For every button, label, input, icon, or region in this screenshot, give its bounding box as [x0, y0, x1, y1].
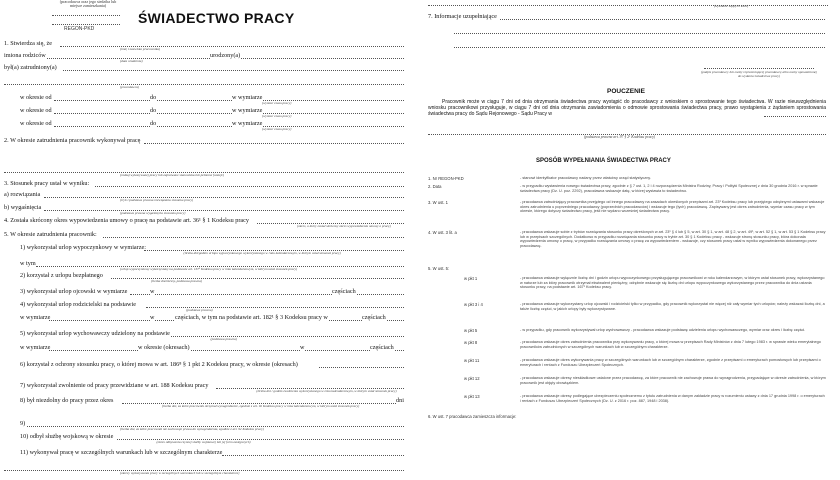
- field-caption: (liczba dni, za które pracownik otrzymał wynagrodzenie, zgodnie z art. 92 Kodeksu pracy w roku kalendarzowym, w którym ustał stosunek pracy): [161, 404, 360, 408]
- field-label: 3) wykorzystał urlop ojcowski w wymiarze: [20, 288, 128, 295]
- field-inline-label: częściach: [332, 288, 356, 295]
- court-line[interactable]: [764, 116, 826, 117]
- field-caption: (data urodzenia): [120, 59, 143, 63]
- field-caption: (liczba dni/godzin urlopu wypoczynkowego wykorzystanego w roku kalendarzowym, w którym ustał stosunek pracy): [183, 251, 341, 255]
- item7-label: 7. Informacje uzupełniające: [428, 13, 497, 20]
- field-caption: (urlop wypoczynkowy wykorzystany na podstawie art. 167¹ Kodeksu pracy w roku kalendarzowym, w którym ustał stosunek pracy): [120, 267, 298, 271]
- fill-line[interactable]: [4, 84, 404, 85]
- field-label: 1. Stwierdza się, że: [4, 40, 52, 47]
- field-caption: (wymiar czasu pracy): [262, 101, 292, 105]
- certificate-front-page: [0, 0, 415, 480]
- field-label: w wymiarze: [20, 314, 51, 321]
- field-label: imiona rodziców: [4, 52, 46, 59]
- fill-line[interactable]: [319, 367, 404, 368]
- field-label: w tym: [20, 260, 36, 267]
- fill-line[interactable]: [144, 143, 404, 144]
- field-label: 9): [20, 420, 26, 427]
- fill-line[interactable]: [171, 336, 405, 337]
- field-inline-label: do: [150, 107, 157, 114]
- signature-line[interactable]: [704, 68, 814, 69]
- guide-key: 6. W ust. 7 pracodawca zamieszcza informacje:: [428, 414, 517, 419]
- fill-line[interactable]: [54, 126, 404, 127]
- field-label: 2. W okresie zatrudnienia pracownik wykonywał pracę: [4, 137, 141, 144]
- guide-key: w pkt 11: [464, 358, 480, 363]
- field-caption: (liczba dni/okresy, podstawa prawna): [151, 279, 203, 283]
- guide-text: - pracodawca wskazuje wyłącznie liczbę dni i godzin urlopu wypoczynkowego przysługującego pracownikowi w roku kalendarzowym, w którym ustał stosunek pracy, wykorzystanego w naturze lub za który pracownik otrzymał ekwiwalent pieniężny; odrębnie wskazuje się liczbę dni urlopu wypoczynkowego wykorzystanego przez pracownika do dnia ustania stosunku pracy, na podstawie art. 167¹ Kodeksu pracy.: [520, 276, 825, 290]
- guide-text: - pracodawca wskazuje okres wykonywania pracy w szczególnych warunkach lub w szczególnym charakterze, zgodnie z przepisami o emeryturach pomostowych lub przepisami o emeryturach i rentach z Funduszu Ubezpieczeń Społecznych.: [520, 358, 821, 367]
- item7-line-1: [500, 19, 825, 20]
- pouczenie-text: Pracownik może w ciągu 7 dni od dnia otrzymania świadectwa pracy wystąpić do pracodawcy z wnioskiem o sprostowanie tego świadectwa. W razie nieuwzględnienia wniosku pracownikowi przysługuje, w ciągu 7 dni od dnia otrzymania zawiadomienia o odmowie sprostowania świadectwa pracy, prawo wystąpienia z żądaniem sprostowania świadectwa pracy do Sądu Rejonowego - Sądu Pracy w: [428, 99, 826, 117]
- guide-key: 2. Data: [428, 184, 442, 189]
- guide-key: 1. Nr REGON-PKD: [428, 176, 464, 181]
- fill-line[interactable]: [63, 70, 404, 71]
- guide-text: - pracodawca wskazuje wykorzystany urlop ojcowski i rodzicielski tylko w przypadku, gdy pracownik wykorzystał nie więcej niż cały wymiar tych urlopów; należy wskazać liczbę dni, a także liczbę części, w jakich urlopy były wykorzystywane.: [520, 302, 825, 311]
- guide-key: w pkt 3 i 4: [464, 302, 483, 307]
- fill-line[interactable]: [95, 186, 404, 187]
- signature-caption: (podpis pracodawcy lub osoby reprezentującej pracodawcę albo osoby upoważnionej do wydania świadectwa pracy): [701, 70, 817, 78]
- guide-text: - pracodawca wskazuje sobie z trybów rozwiązania stosunku pracy określonych w art. 23¹ § 4 lub § 5, w art. 30 § 1, w art. 48 § 2, w art. 49¹, w art. 52 § 1, w art. 53 § 1 Kodeksu pracy lub w przepisach szczególnych. Dodatkowo w przypadku rozwiązania stosunku pracy w trybie art. 30 § 1 Kodeksu pracy - wskazuje stronę stosunku pracy, która dokonała wypowiedzenia umowy o pracę, w przypadku rozwiązania umowy o pracę za wypowiedzeniem - wskazuje, czy stosunek pracy ustał w wyniku wypowiedzenia dokonanego przez pracodawcę.: [520, 230, 826, 248]
- field-label: 11) wykonywał pracę w szczególnych warunkach lub w szczególnym charakterze: [20, 449, 223, 456]
- guide-text: - pracodawca wskazuje okres zatrudnienia pracownika przy wykonywaniu pracy, o której mowa w przepisach Rady Ministrów z dnia 7 lutego 1983 r. w sprawie wieku emerytalnego pracowników zatrudnionych w szczególnych warunkach lub w szczególnym charakterze.: [520, 340, 821, 349]
- guide-text: - pracodawca wskazuje okresy nieskładkowe ustalone przez pracodawcę, za które pracownik nie zachowuje prawa do wynagrodzenia, przypadające w okresie zatrudnienia, w którym pracownik jest objęty obowiązkiem.: [520, 376, 826, 385]
- guide-text: - stanowi identyfikator pracodawcy nadany przez właściwy urząd statystyczny.: [520, 176, 651, 180]
- field-label: 2) korzystał z urlopu bezpłatnego: [20, 272, 103, 279]
- field-label: był(a) zatrudniony(a): [4, 64, 57, 71]
- fill-line[interactable]: [54, 113, 404, 114]
- field-caption: (wymiar czasu pracy): [262, 127, 292, 131]
- guide-text: - w przypadku, gdy pracownik wykorzystywał urlop wychowawczy - pracodawca wskazuje podstawę udzielenia urlopu wychowawczego, wymiar oraz okres i liczbę części.: [520, 328, 806, 332]
- field-label: 5) wykorzystał urlop wychowawczy udzielony na podstawie: [20, 330, 170, 337]
- field-label: 5. W okresie zatrudnienia pracownik:: [4, 231, 97, 238]
- fill-line[interactable]: [54, 100, 404, 101]
- legal-basis-caption: (podstawa prawna art. 97 § 2¹ Kodeksu pracy): [584, 135, 656, 139]
- field-label: 7) wykorzystał zwolnienie od pracy przewidziane w art. 188 Kodeksu pracy: [20, 382, 209, 389]
- field-inline-label: do: [150, 120, 157, 127]
- fill-line[interactable]: [44, 197, 404, 198]
- field-inline-label: w: [300, 344, 305, 351]
- field-label: w okresie od: [20, 94, 52, 101]
- guide-title: SPOSÓB WYPEŁNIANIA ŚWIADECTWA PRACY: [536, 158, 671, 164]
- field-inline-label: częściach: [370, 344, 394, 351]
- field-label: w okresie od: [20, 120, 52, 127]
- fill-line[interactable]: [44, 210, 404, 211]
- field-inline-label: w wymiarze: [232, 107, 263, 114]
- field-inline-label: częściach: [362, 314, 386, 321]
- field-inline-label: urodzony(a): [210, 52, 241, 59]
- fill-line[interactable]: [222, 455, 404, 456]
- field-label: 10) odbył służbę wojskową w okresie: [20, 433, 114, 440]
- field-label: 1) wykorzystał urlop wypoczynkowy w wymiarze:: [20, 244, 146, 251]
- field-inline-label: w: [150, 314, 155, 321]
- regon-label: REGON-PKD: [64, 26, 95, 32]
- field-caption: (liczba dni / godzin zwolnienia wykorzystanego w roku kalendarzowym, w którym ustał stosunek pracy): [256, 389, 397, 393]
- field-caption: (podstawa prawna wygaśnięcia stosunku pracy): [120, 211, 186, 215]
- employer-caption: (pracodawca oraz jego siedziba lub miejsce zamieszkania): [59, 0, 117, 8]
- field-caption: (wymiar czasu pracy): [262, 114, 292, 118]
- top-line: [428, 5, 828, 6]
- guide-key: w pkt 13: [464, 394, 480, 399]
- fill-line[interactable]: [49, 350, 404, 351]
- field-caption: (imię i nazwisko pracownika): [120, 47, 161, 51]
- field-label: 4. Została skrócony okres wypowiedzenia umowy o pracę na podstawie art. 36¹ § 1 Kodeksu pracy: [4, 217, 249, 224]
- field-caption: (liczba dni, za które pracownik nie zachowuje prawa do wynagrodzenia, zgodnie z art. 92 Kodeksu pracy): [120, 427, 264, 431]
- field-label: 3. Stosunek pracy ustał w wyniku:: [4, 180, 90, 187]
- field-caption: (okresy wykonywania pracy w szczególnych warunkach lub w szczególnym charakterze): [120, 471, 240, 475]
- field-inline-label: częściach, w tym na podstawie art. 182¹ § 3 Kodeksu pracy w: [175, 314, 328, 321]
- field-inline-label: w: [150, 288, 155, 295]
- guide-key: w pkt 1: [464, 276, 478, 281]
- field-caption: (okres odbywania czynnej służby wojskowej lub jej form zastępczych): [156, 440, 251, 444]
- page-title: ŚWIADECTWO PRACY: [138, 10, 295, 26]
- item7-line-2: [454, 33, 825, 34]
- field-inline-label: w okresie (okresach): [138, 344, 190, 351]
- field-label: 8) był niezdolny do pracy przez okres: [20, 397, 114, 404]
- field-label: a) rozwiązania: [4, 191, 41, 198]
- field-caption: (podstawa prawna): [210, 337, 237, 341]
- seized-amount-caption: (wysokość zajętych kwot): [714, 4, 749, 8]
- field-label: 4) wykorzystał urlop rodzicielski na podstawie: [20, 301, 136, 308]
- page-gutter: [415, 0, 424, 480]
- field-caption: (tryb i podstawa prawna rozwiązania stosunku pracy): [120, 198, 194, 202]
- field-inline-label: w wymiarze: [232, 94, 263, 101]
- field-inline-label: do: [150, 94, 157, 101]
- pouczenie-title: POUCZENIE: [607, 88, 645, 95]
- fill-line[interactable]: [103, 237, 404, 238]
- guide-key: w pkt 8: [464, 340, 478, 345]
- guide-key: w pkt 5: [464, 328, 478, 333]
- guide-text: - w przypadku wystawienia nowego świadectwa pracy, zgodnie z § 7 ust. 1, 2 i 4 rozporządzenia Ministra Rodziny, Pracy i Polityki Społecznej z dnia 30 grudnia 2016 r. w sprawie świadectwa pracy (Dz. U. poz. 2292), pracodawca wskazuje datę, w której wystawia to świadectwo.: [520, 184, 818, 193]
- regon-line: [52, 24, 120, 25]
- field-label: b) wygaśnięcia: [4, 204, 42, 211]
- guide-key: w pkt 12: [464, 376, 480, 381]
- guide-key: 5. W ust. 5:: [428, 266, 450, 271]
- employer-line: [52, 15, 120, 16]
- field-caption: (podstawa prawna): [186, 308, 213, 312]
- field-caption: (okres, o który został skrócony okres wypowiedzenia umowy o pracę): [297, 224, 391, 228]
- guide-text: - pracodawca zatrudniający pracownika przejętego od innego pracodawcy na zasadach określonych przepisami art. 23¹ Kodeksu pracy lub przejętego odrębnymi ustawami wskazuje okres zatrudnienia u poprzedniego pracodawcy (poprzednich pracodawców) i wskazuje tego (tych) pracodawcę. Zapisywany jest okres zatrudnienia, wymiar czasu pracy w tym okresie, którego dotyczy świadectwo pracy, jeśli nie wydano wcześniej świadectwa pracy.: [520, 200, 825, 214]
- fill-line[interactable]: [146, 307, 404, 308]
- guide-text: - pracodawca wskazuje okresy podlegające ubezpieczeniu społecznemu z tytułu zatrudnienia w danym zakładzie pracy w rozumieniu ustawy z dnia 17 grudnia 1998 r. o emeryturach i rentach z Funduszu Ubezpieczeń Społecznych (Dz. U. z 2016 r. poz. 887, 1948 i 2038).: [520, 394, 825, 403]
- certificate-back-page: [424, 0, 840, 480]
- field-inline-label: w wymiarze: [232, 120, 263, 127]
- fill-line[interactable]: [130, 294, 404, 295]
- guide-key: 3. W ust. 1: [428, 200, 449, 205]
- field-label: w okresie od: [20, 107, 52, 114]
- guide-key: 4. W ust. 3 lit. a: [428, 230, 457, 235]
- fill-line[interactable]: [60, 46, 404, 47]
- field-label: 6) korzystał z ochrony stosunku pracy, o której mowa w art. 186⁸ § 1 pkt 2 Kodeksu pracy, w okresie (okresach): [20, 361, 298, 368]
- item7-line-3: [454, 47, 825, 48]
- field-inline-label: dni: [396, 397, 404, 404]
- field-caption: (pracodawca): [120, 85, 140, 89]
- field-label: w wymiarze: [20, 344, 51, 351]
- field-caption: (rodzaj wykonywanej pracy lub zajmowane stanowiska lub pełnione funkcje): [120, 173, 225, 177]
